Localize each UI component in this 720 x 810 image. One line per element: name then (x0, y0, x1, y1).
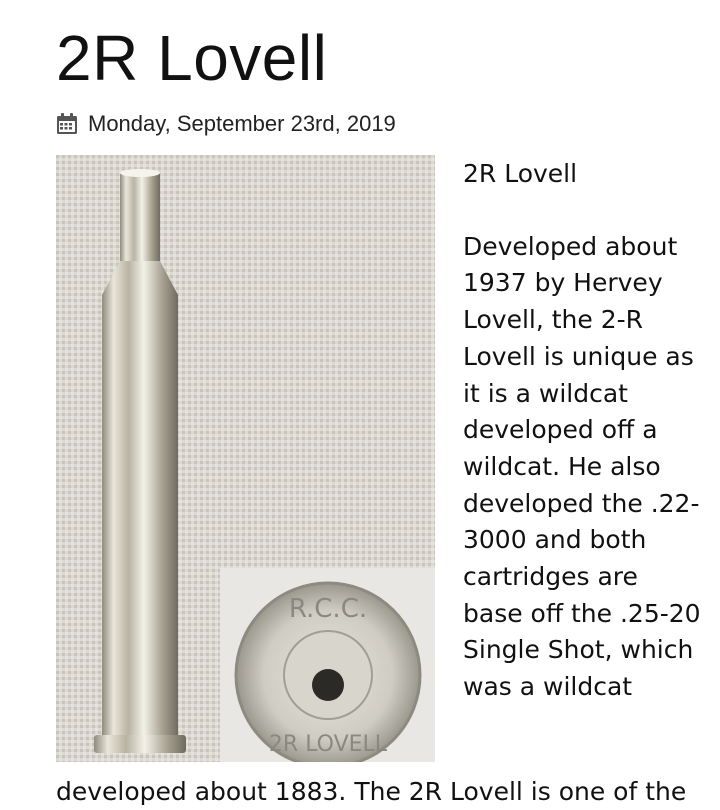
cartridge-photo[interactable] (56, 155, 435, 762)
caption-label: 2R Lovell (463, 159, 578, 188)
post-body (463, 156, 703, 706)
post-date-text: Monday, September 23rd, 2019 (88, 111, 396, 136)
post-date (56, 108, 396, 140)
headstamp-bottom-text: 2R LOVELL (268, 732, 388, 757)
body-continuation-line: developed about 1883. The 2R Lovell is one of the (56, 777, 687, 806)
calendar-icon (56, 113, 78, 135)
headstamp-top-text: R.C.C. (288, 594, 368, 624)
post-title: 2R Lovell (56, 22, 328, 94)
body-paragraph: Developed about 1937 by Hervey Lovell, the 2-R Lovell is unique as it is a wildcat developed off a wildcat. He also developed the .22-3000 and both cartridges are base off the .25-20 Single Shot, which was a wildcat (463, 231, 701, 702)
